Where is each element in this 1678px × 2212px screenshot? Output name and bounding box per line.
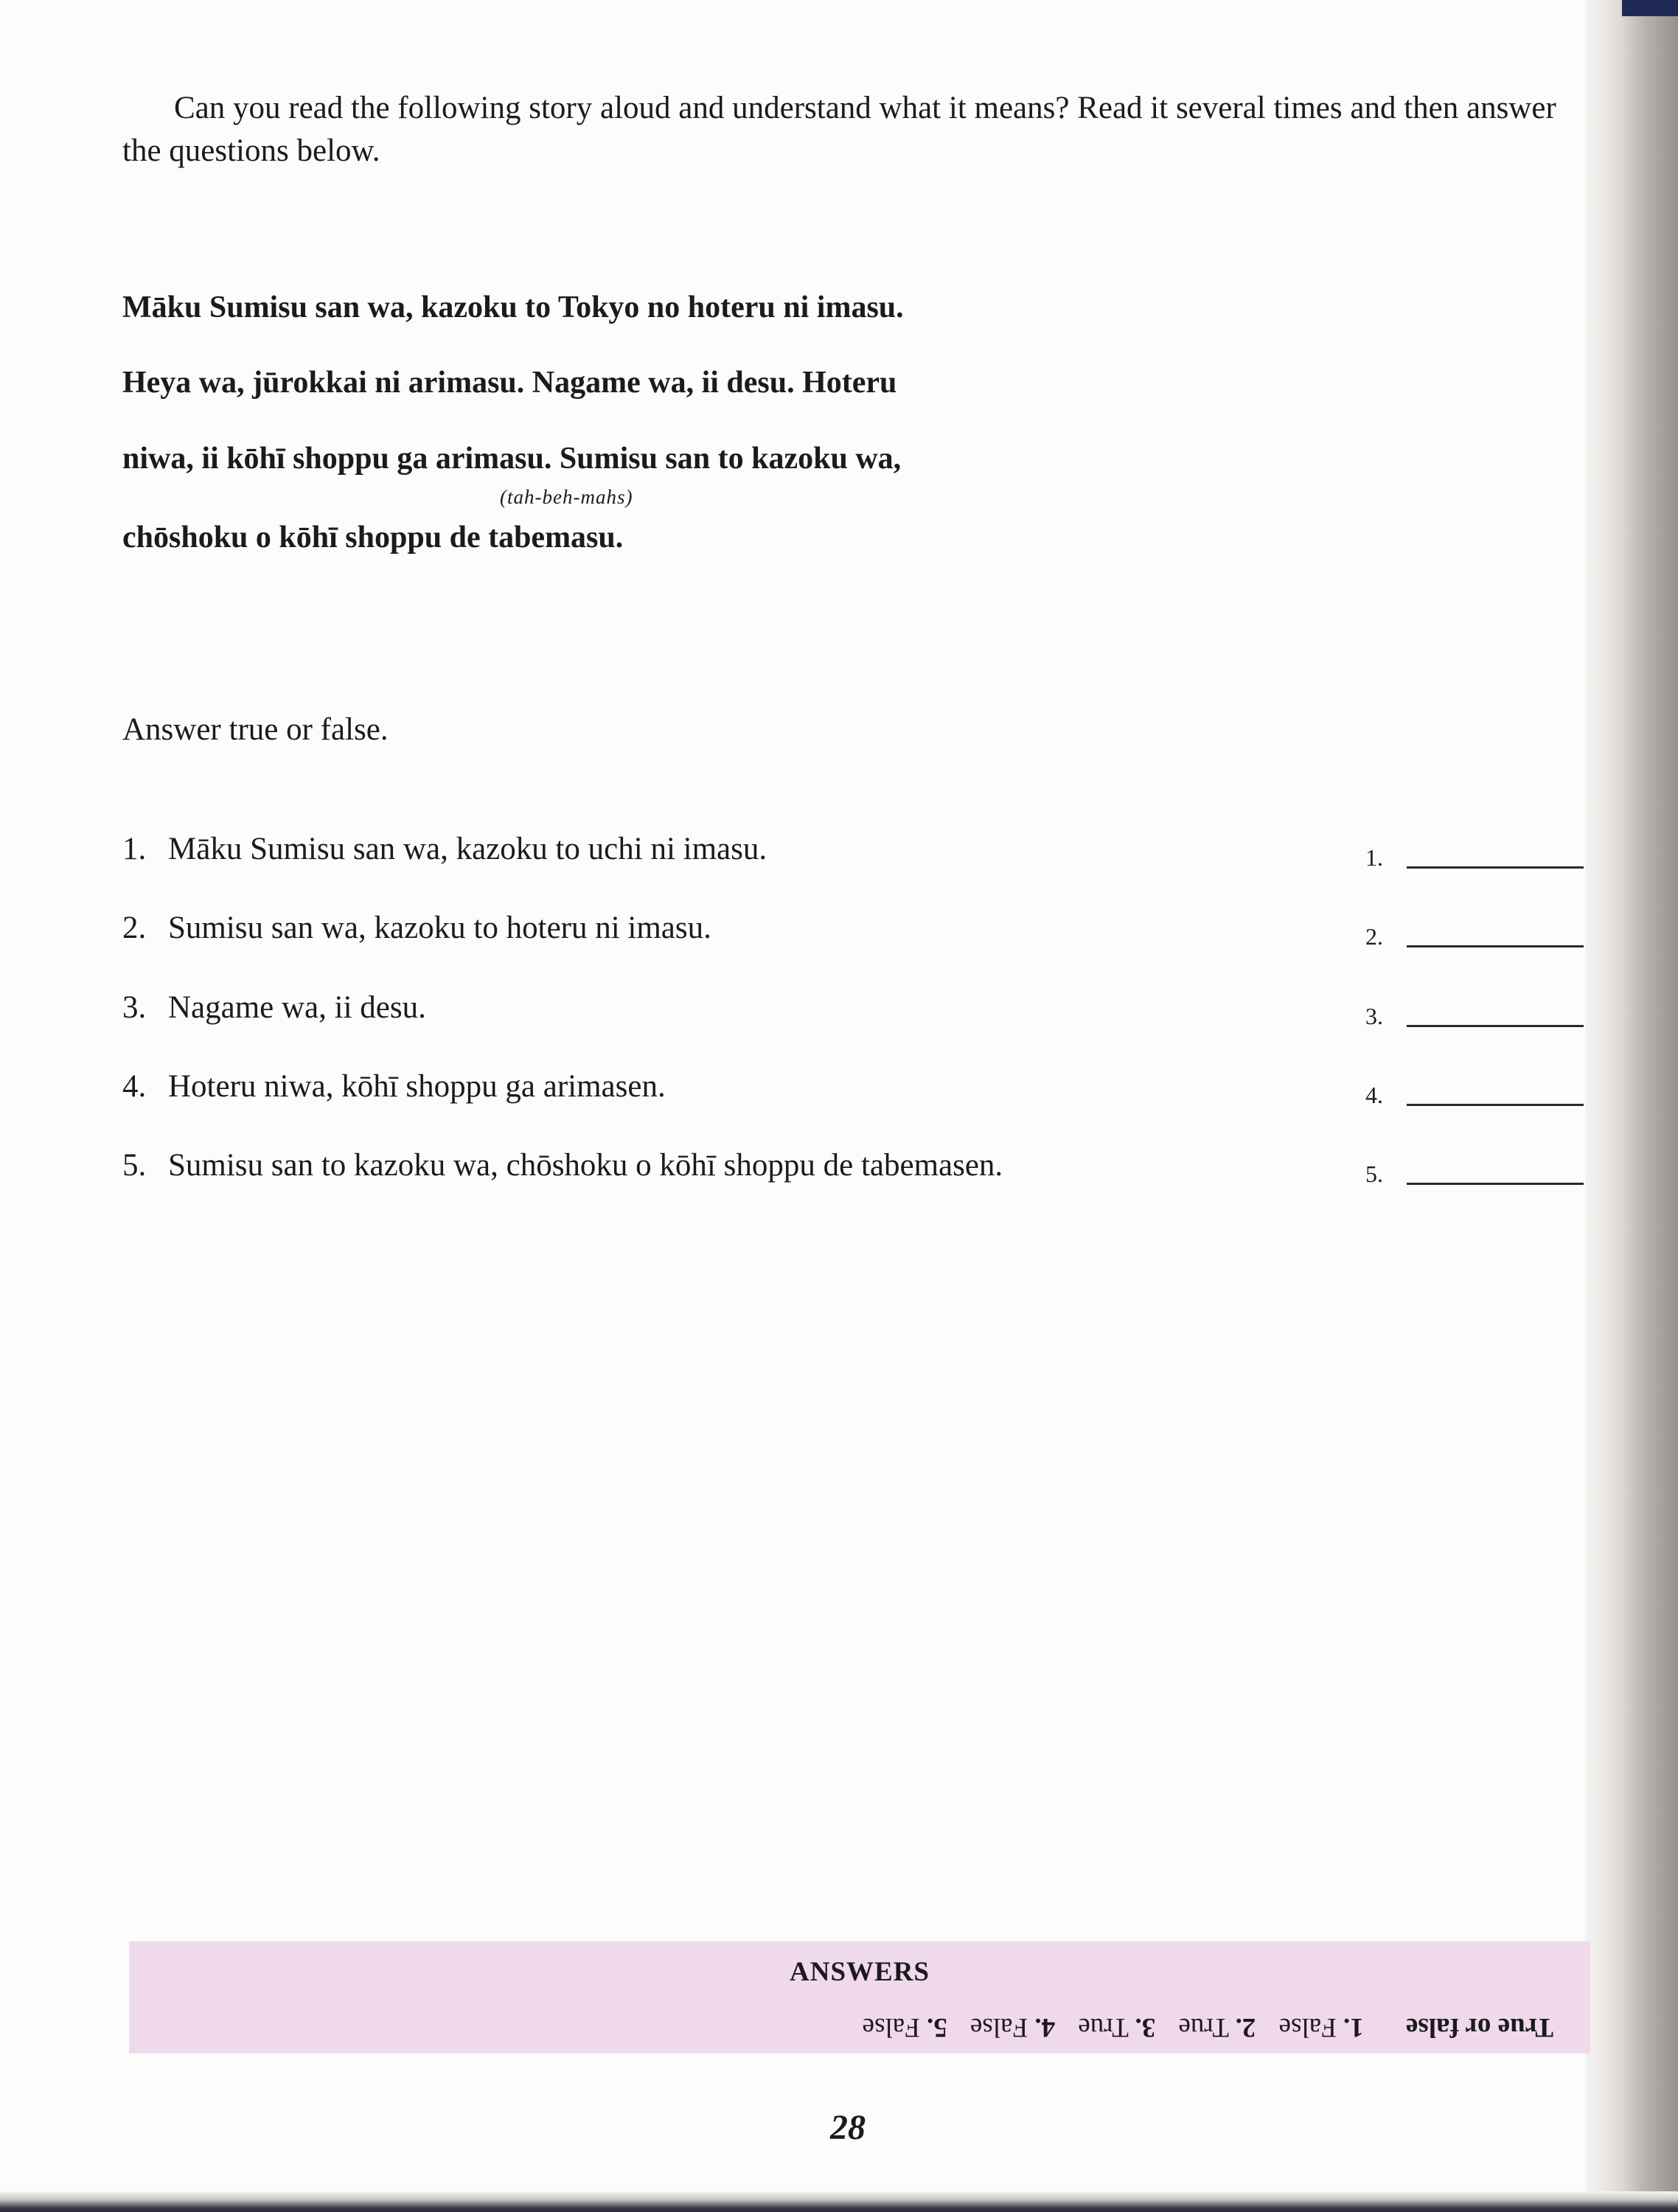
answer-value: True	[1078, 2012, 1129, 2042]
question-number: 4.	[122, 1069, 147, 1104]
question-text: Sumisu san to kazoku wa, chōshoku o kōhī shoppu de tabemasen.	[168, 1148, 1003, 1183]
blank-number: 4.	[1365, 1082, 1383, 1108]
page-number: 28	[830, 2108, 866, 2147]
intro-paragraph: Can you read the following story aloud and understand what it means? Read it several times and then answer the questions below.	[122, 91, 1556, 168]
answer-blank-1[interactable]	[1365, 838, 1584, 874]
question-4	[122, 1068, 666, 1105]
question-5	[122, 1147, 1003, 1183]
book-binding-edge	[1622, 0, 1678, 2212]
blank-line	[1407, 866, 1584, 869]
answer-number: 3.	[1135, 2012, 1156, 2042]
blank-number: 5.	[1365, 1161, 1383, 1187]
answer-item-1	[1279, 2012, 1364, 2042]
answer-number: 5.	[926, 2012, 947, 2042]
answer-item-5	[863, 2012, 947, 2042]
answer-item-2	[1178, 2012, 1256, 2042]
answers-row	[846, 2011, 1553, 2043]
answer-number: 2.	[1235, 2012, 1256, 2042]
answer-value: True	[1178, 2012, 1230, 2042]
answers-title: ANSWERS	[790, 1957, 930, 1987]
question-1	[122, 831, 767, 867]
answer-number: 1.	[1343, 2012, 1364, 2042]
scan-corner-mark	[1622, 0, 1678, 16]
answer-number: 4.	[1034, 2012, 1056, 2042]
answer-blank-3[interactable]	[1365, 996, 1584, 1033]
story-line-3: niwa, ii kōhī shoppu ga arimasu. Sumisu san to kazoku wa,	[122, 442, 902, 476]
blank-line	[1407, 1183, 1584, 1185]
answer-value: False	[969, 2012, 1028, 2042]
blank-line	[1407, 1104, 1584, 1106]
answer-blank-2[interactable]	[1365, 917, 1584, 953]
blank-number: 1.	[1365, 844, 1383, 871]
story-line-1: Māku Sumisu san wa, kazoku to Tokyo no hoteru ni imasu.	[122, 291, 904, 324]
question-number: 2.	[122, 911, 147, 945]
instruction-text: Answer true or false.	[122, 712, 389, 747]
question-2	[122, 910, 711, 946]
question-text: Hoteru niwa, kōhī shoppu ga arimasen.	[168, 1069, 666, 1104]
answers-box	[129, 1941, 1590, 2053]
question-text: Māku Sumisu san wa, kazoku to uchi ni imasu.	[168, 832, 767, 866]
scan-bottom-edge	[0, 2191, 1678, 2212]
answer-value: False	[1278, 2012, 1337, 2042]
question-number: 3.	[122, 990, 147, 1025]
question-number: 5.	[122, 1148, 147, 1183]
story-line-2: Heya wa, jūrokkai ni arimasu. Nagame wa, ii desu. Hoteru	[122, 366, 897, 400]
answers-label: True or false	[1405, 2012, 1553, 2042]
blank-line	[1407, 945, 1584, 947]
answers-upside-down	[129, 2005, 1590, 2043]
answer-value: False	[862, 2012, 920, 2042]
blank-number: 3.	[1365, 1003, 1383, 1029]
question-3	[122, 990, 426, 1026]
story-line-4: chōshoku o kōhī shoppu de tabemasu.	[122, 521, 624, 554]
answer-item-4	[970, 2012, 1055, 2042]
answer-blank-5[interactable]	[1365, 1154, 1584, 1191]
question-number: 1.	[122, 832, 147, 866]
question-text: Nagame wa, ii desu.	[168, 990, 426, 1025]
answer-item-3	[1078, 2012, 1155, 2042]
blank-number: 2.	[1365, 923, 1383, 950]
blank-line	[1407, 1025, 1584, 1027]
pronunciation-hint: (tah-beh-mahs)	[500, 486, 633, 508]
answer-blank-4[interactable]	[1365, 1075, 1584, 1112]
question-text: Sumisu san wa, kazoku to hoteru ni imasu.	[168, 911, 711, 945]
